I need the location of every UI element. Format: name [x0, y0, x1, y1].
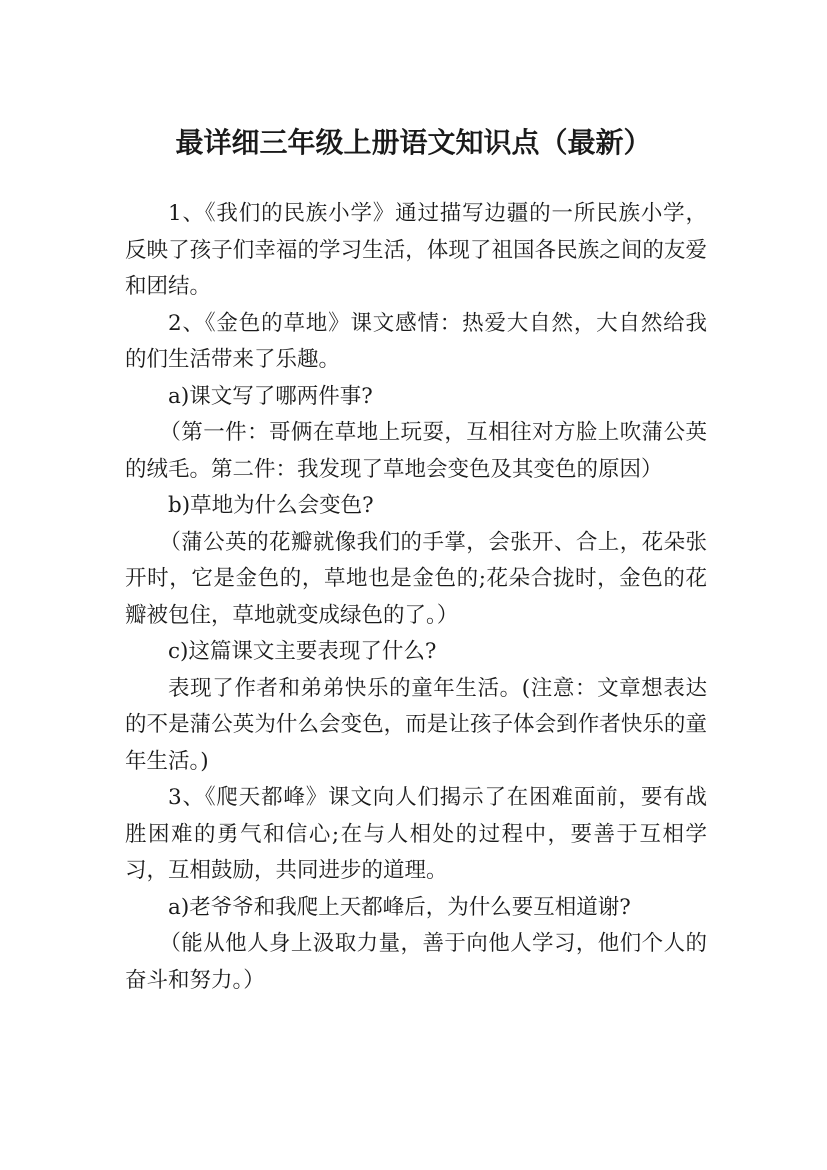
- paragraph-answer-b: （蒲公英的花瓣就像我们的手掌，会张开、合上，花朵张开时，它是金色的，草地也是金色的;花朵合拢时，金色的花瓣被包住，草地就变成绿色的了。）: [125, 529, 707, 628]
- document-title: 最详细三年级上册语文知识点（最新）: [175, 125, 652, 159]
- paragraph-point-1: 1、《我们的民族小学》通过描写边疆的一所民族小学，反映了孩子们幸福的学习生活，体现了祖国各民族之间的友爱和团结。: [125, 201, 707, 299]
- paragraph-question-c: c)这篇课文主要表现了什么?: [168, 639, 437, 664]
- paragraph-answer-a: （第一件：哥俩在草地上玩耍，互相往对方脸上吹蒲公英的绒毛。第二件：我发现了草地会变色及其变色的原因）: [125, 420, 707, 482]
- paragraph-question-b: b)草地为什么会变色?: [168, 493, 374, 518]
- document-body: [125, 196, 707, 999]
- paragraph-question-a: a)课文写了哪两件事?: [168, 383, 373, 409]
- paragraph-answer-c: 表现了作者和弟弟快乐的童年生活。(注意：文章想表达的不是蒲公英为什么会变色，而是让孩子体会到作者快乐的童年生活。): [125, 675, 707, 774]
- paragraph-point-3: 3、《爬天都峰》课文向人们揭示了在困难面前，要有战胜困难的勇气和信心;在与人相处的过程中，要善于互相学习，互相鼓励，共同进步的道理。: [125, 785, 707, 883]
- paragraph-point-2: 2、《金色的草地》课文感情：热爱大自然，大自然给我的们生活带来了乐趣。: [125, 310, 707, 372]
- paragraph-question-3a: a)老爷爷和我爬上天都峰后，为什么要互相道谢?: [168, 894, 631, 920]
- paragraph-answer-3a: （能从他人身上汲取力量，善于向他人学习，他们个人的奋斗和努力。）: [125, 931, 707, 993]
